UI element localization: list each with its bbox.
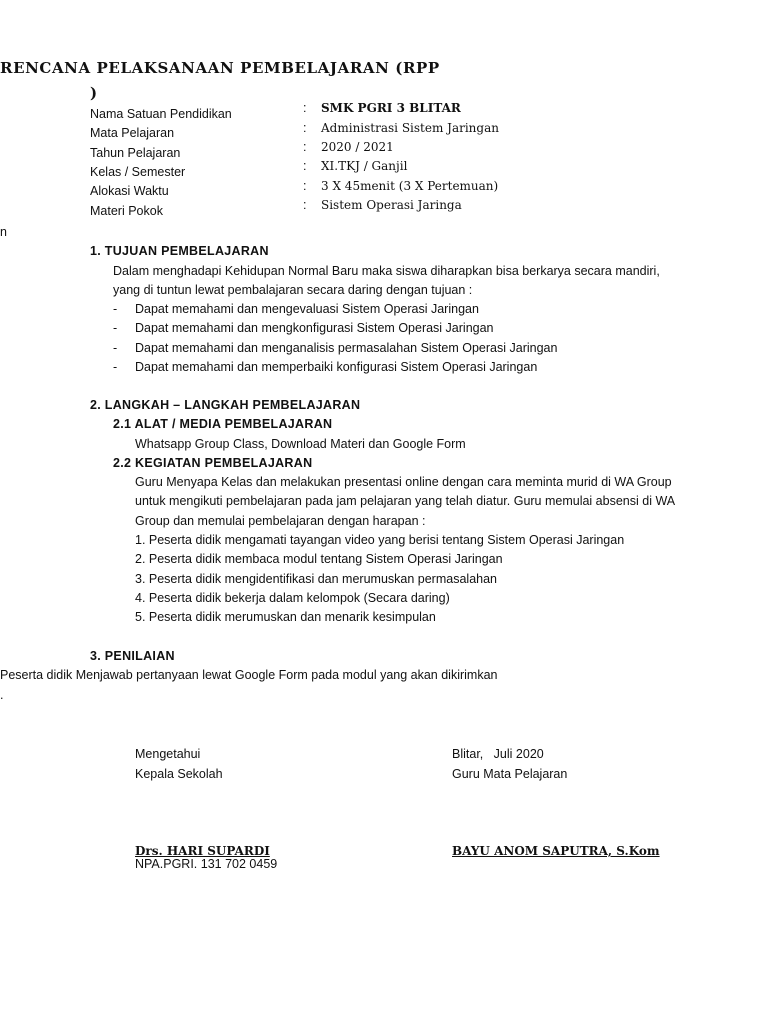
activity-line: untuk mengikuti pembelajaran pada jam pelajaran yang telah diatur. Guru memulai absensi di WA	[135, 494, 676, 508]
section1-intro-line1: Dalam menghadapi Kehidupan Normal Baru maka siswa diharapkan bisa berkarya secara mandiri,	[113, 264, 660, 278]
identity-value-school: SMK PGRI 3 BLITAR	[321, 101, 461, 115]
bullet-dash: -	[113, 341, 118, 355]
identity-value-subject: Administrasi Sistem Jaringan	[321, 121, 499, 135]
identity-label-school: Nama Satuan Pendidikan	[90, 107, 232, 121]
overflow-char: n	[0, 225, 7, 239]
identity-label-topic: Materi Pokok	[90, 204, 163, 218]
document-title-line2: )	[90, 84, 98, 102]
identity-label-class: Kelas / Semester	[90, 165, 186, 179]
identity-label-subject: Mata Pelajaran	[90, 126, 175, 140]
signature-right-name: BAYU ANOM SAPUTRA, S.Kom	[452, 844, 660, 858]
identity-value-year: 2020 / 2021	[321, 140, 394, 154]
goal-item: Dapat memahami dan mengkonfigurasi Sistem Operasi Jaringan	[135, 321, 494, 335]
bullet-dash: -	[113, 302, 118, 316]
goal-item: Dapat memahami dan mengevaluasi Sistem Operasi Jaringan	[135, 302, 479, 316]
section1-intro-line2: yang di tuntun lewat pembalajaran secara daring dengan tujuan :	[113, 283, 473, 297]
section3-heading: 3. PENILAIAN	[90, 649, 175, 663]
identity-sep-school: :	[303, 101, 307, 115]
bullet-dash: -	[113, 360, 118, 374]
signature-left-id: NPA.PGRI. 131 702 0459	[135, 857, 278, 871]
identity-label-year: Tahun Pelajaran	[90, 146, 181, 160]
activity-line: Guru Menyapa Kelas dan melakukan presentasi online dengan cara meminta murid di WA Group	[135, 475, 672, 489]
goal-item: Dapat memahami dan memperbaiki konfigurasi Sistem Operasi Jaringan	[135, 360, 538, 374]
step-item: 4. Peserta didik bekerja dalam kelompok (Secara daring)	[135, 591, 450, 605]
section1-heading: 1. TUJUAN PEMBELAJARAN	[90, 244, 269, 258]
stray-dot: .	[0, 688, 4, 702]
identity-value-time: 3 X 45menit (3 X Pertemuan)	[321, 179, 499, 193]
identity-value-class: XI.TKJ / Ganjil	[321, 159, 408, 173]
identity-label-time: Alokasi Waktu	[90, 184, 169, 198]
identity-sep-topic: :	[303, 198, 307, 212]
identity-sep-subject: :	[303, 121, 307, 135]
document-title-line1: RENCANA PELAKSANAAN PEMBELAJARAN (RPP	[0, 59, 440, 77]
identity-sep-class: :	[303, 159, 307, 173]
signature-right-line2: Guru Mata Pelajaran	[452, 767, 568, 781]
step-item: 3. Peserta didik mengidentifikasi dan merumuskan permasalahan	[135, 572, 497, 586]
section3-text: Peserta didik Menjawab pertanyaan lewat Google Form pada modul yang akan dikirimkan	[0, 668, 498, 682]
signature-left-name: Drs. HARI SUPARDI	[135, 844, 270, 858]
signature-right-line1: Blitar, Juli 2020	[452, 747, 544, 761]
bullet-dash: -	[113, 321, 118, 335]
step-item: 2. Peserta didik membaca modul tentang Sistem Operasi Jaringan	[135, 552, 503, 566]
signature-left-line1: Mengetahui	[135, 747, 201, 761]
identity-sep-year: :	[303, 140, 307, 154]
signature-left-line2: Kepala Sekolah	[135, 767, 223, 781]
step-item: 5. Peserta didik merumuskan dan menarik kesimpulan	[135, 610, 436, 624]
section2-sub2-heading: 2.2 KEGIATAN PEMBELAJARAN	[113, 456, 313, 470]
identity-sep-time: :	[303, 179, 307, 193]
identity-value-topic: Sistem Operasi Jaringa	[321, 198, 462, 212]
step-item: 1. Peserta didik mengamati tayangan video yang berisi tentang Sistem Operasi Jaringan	[135, 533, 625, 547]
goal-item: Dapat memahami dan menganalisis permasalahan Sistem Operasi Jaringan	[135, 341, 558, 355]
section2-sub1-text: Whatsapp Group Class, Download Materi dan Google Form	[135, 437, 466, 451]
activity-line: Group dan memulai pembelajaran dengan harapan :	[135, 514, 426, 528]
section2-heading: 2. LANGKAH – LANGKAH PEMBELAJARAN	[90, 398, 361, 412]
section2-sub1-heading: 2.1 ALAT / MEDIA PEMBELAJARAN	[113, 417, 333, 431]
